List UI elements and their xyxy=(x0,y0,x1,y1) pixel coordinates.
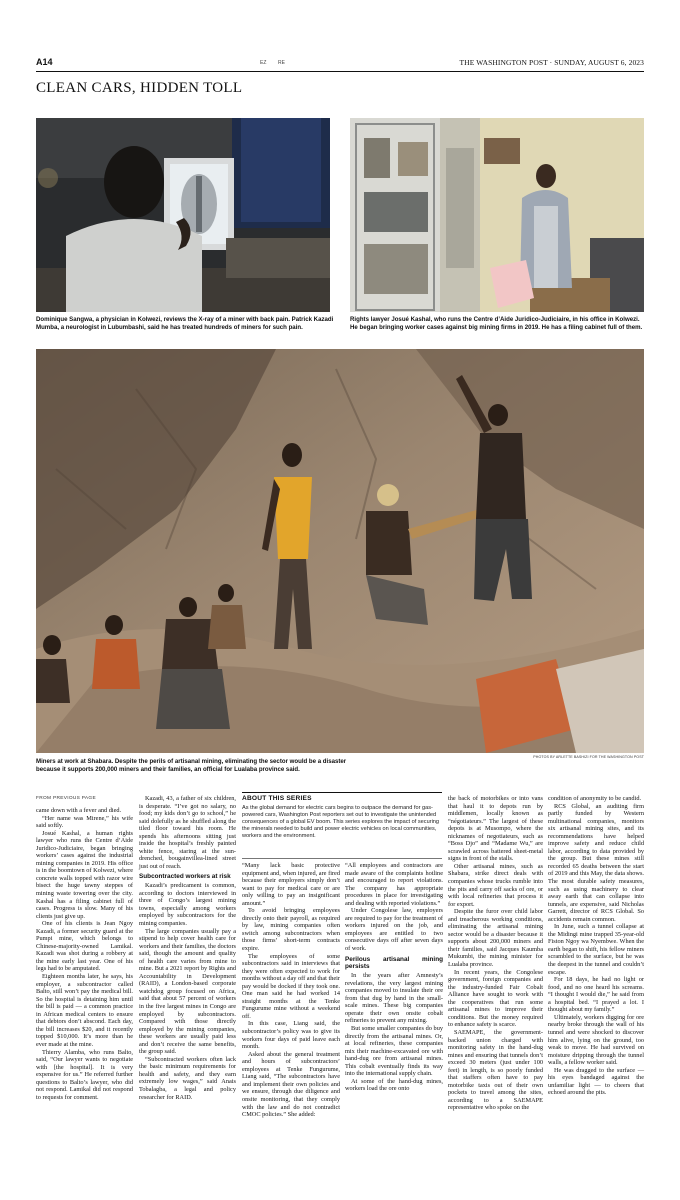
paragraph: Asked about the general treatment and hours of subcontractors’ employees at Tenke Fungurume, Liang said, “The subcontractors have and implement their own policies and we ensure, through due diligence and onsite monitoring, that they comply with the law and do not contradict CMOC policies.” She added: xyxy=(242,1050,340,1119)
photo-caption-lawyer: Rights lawyer Josué Kashal, who runs the Centre d’Aide Juridico-Judiciaire, in his office in Kolwezi. He began bringing worker cases against big mining firms in 2019. He has a filing cabinet full of them. xyxy=(350,316,643,331)
paragraph: “Subcontracted workers often lack the basic minimum requirements for health and safety, and they earn extremely low wages,” said Anais Tobalagba, a legal and policy researcher for RAID. xyxy=(139,1055,236,1101)
article-column-4 xyxy=(345,862,443,1093)
paragraph: Kazadi, 43, a father of six children, is desperate. “I’ve got no salary, no food; my kids don’t go to school,” he said dolefully as he shuffled along the tiled floor toward his room. He spends his afternoons sitting just inside the hospital’s freshly painted white fence, staring at the sun-drenched, bougainvillea-lined street just out of reach. xyxy=(139,795,236,870)
section-mark-ez: EZ xyxy=(260,60,267,66)
photo-caption-miners: Miners at work at Shabara. Despite the perils of artisanal mining, eliminating the sector would be a disaster because it supports 200,000 miners and their families, an official for Lualaba province said. xyxy=(36,758,347,773)
paragraph: At some of the hand-dug mines, workers load the ore onto xyxy=(345,1077,443,1093)
photo-miners-shabara xyxy=(36,349,644,753)
subheading-perilous-artisanal-mining: Perilous artisanal mining persists xyxy=(345,955,443,971)
paragraph: condition of anonymity to be candid. xyxy=(548,795,642,802)
paragraph: Kazadi’s predicament is common, according to doctors interviewed in three of Congo’s largest mining towns, especially among workers employed by subcontractors for the mining companies. xyxy=(139,882,236,927)
photo-credit: PHOTOS BY ARLETTE BASHIZI FOR THE WASHINGTON POST xyxy=(533,755,644,759)
paragraph: The employees of some subcontractors said in interviews that they were often expected to work for months without a day off and that their pay would be docked if they took one. One man said he had worked 14 straight months at the Tenke Fungurume mine without a weekend off. xyxy=(242,952,340,1020)
paragraph: Other artisanal mines, such as Shabara, strike direct deals with companies whose trucks rumble into the pits and carry off sacks of ore, or with local refineries that process it for export. xyxy=(448,862,543,908)
photo-doctor-xray xyxy=(36,118,330,312)
paragraph: “Her name was Mirene,” his wife said softly. xyxy=(36,814,133,830)
paragraph: In this case, Liang said, the subcontractor’s policy was to give its workers four days of paid leave each month. xyxy=(242,1020,340,1051)
paragraph: RCS Global, an auditing firm partly funded by Western multinational companies, monitors six artisanal mining sites, and its recommendations have helped improve safety and reduce child labor, according to data provided by the group. But these mines still recorded 65 deaths between the start of 2019 and this May, the data shows. The most durable safety measures, such as using machinery to clear away earth that can collapse into tunnels, are expensive, said Nicholas Garrett, director of RCS Global. So accidents remain common. xyxy=(548,802,644,923)
paragraph: “All employees and contractors are made aware of the complaints hotline and encouraged to report violations. The company has appropriate procedures in place for investigating and dealing with reported violations.” xyxy=(345,862,443,907)
article-column-5 xyxy=(448,795,543,1112)
page-headline: CLEAN CARS, HIDDEN TOLL xyxy=(36,80,243,96)
subheading-subcontracted-workers: Subcontracted workers at risk xyxy=(139,873,231,881)
continued-from-label: FROM PREVIOUS PAGE xyxy=(36,796,96,801)
paragraph: Josué Kashal, a human rights lawyer who runs the Centre d’Aide Juridico-Judiciaire, began bringing workers’ cases against the industrial mining companies in 2019. His office is in the boomtown of Kolwezi, where concrete walls topped with razor wire bisect the huge tawny steppes of mining waste towering over the city. Kashal has a filing cabinet full of cases. Progress is slow. Many of his clients just give up. xyxy=(36,829,133,920)
article-column-2 xyxy=(139,795,236,1101)
paragraph: Under Congolese law, employers are required to pay for the treatment of workers injured on the job, and employees are entitled to two consecutive days off after seven days of work. xyxy=(345,907,443,953)
article-column-3 xyxy=(242,862,340,1119)
paragraph: To avoid bringing employees directly onto their payroll, as required by law, mining companies often switch among subcontractors when those firms’ short-term contracts expire. xyxy=(242,907,340,953)
paragraph: SAEMAPE, the government-backed union charged with monitoring safety in the hand-dug mines and ensuring that tunnels don’t exceed 30 meters (just under 100 feet) in length, is so poorly funded that staffers often have to pay motorbike taxis out of their own pockets to travel among the sites, according to a SAEMAPE representative who spoke on the xyxy=(448,1028,543,1112)
paragraph: came down with a fever and died. xyxy=(36,807,122,814)
publication-dateline: THE WASHINGTON POST · SUNDAY, AUGUST 6, 2023 xyxy=(459,58,644,67)
series-box-rule xyxy=(242,792,442,793)
paragraph: In recent years, the Congolese government, foreign companies and the industry-funded Fair Cobalt Alliance have sought to work with the cooperatives that run some artisanal mines to improve their conditions. But the money required to enhance safety is scarce. xyxy=(448,968,543,1029)
series-box-title: ABOUT THIS SERIES xyxy=(242,795,312,802)
paragraph: In the years after Amnesty’s revelations, the very largest mining companies moved to insulate their ore from that dug by hand in the small-scale mines. These big companies operate their own onsite cobalt refineries to prevent any mixing. xyxy=(345,972,443,1025)
paragraph: But some smaller companies do buy directly from the artisanal mines. Or, at local refineries, these companies mix their machine-excavated ore with hand-dug ore from artisanal mines. This cobalt eventually finds its way into the international supply chain. xyxy=(345,1024,443,1078)
paragraph: the back of motorbikes or into vans that haul it to depots run by middlemen, locally known as “négotiateurs.” The largest of these depots is at Musompo, where the nicknames of negotiateurs, such as “Boss Djo” and “Madame Wu,” are scrawled across battered sheet-metal signs in front of the stalls. xyxy=(448,795,543,863)
masthead xyxy=(36,57,644,71)
paragraph: Despite the furor over child labor and treacherous working conditions, eliminating the artisanal mining sector would be a disaster because it supports about 200,000 miners and their families, said Jacques Kaumba Mukumbi, the mining minister for Lualaba province. xyxy=(448,908,543,969)
series-box-bottom-rule xyxy=(242,858,442,859)
paragraph: Eighteen months later, he says, his employer, a subcontractor called Balto, still won’t pay the medical bill. So the hospital is detaining him until the bill is paid — a common practice in African medical centers to ensure that debtors don’t abscond. Each day, the bill increases $20, and it recently topped $10,000. It’s more than he ever made at the mine. xyxy=(36,973,133,1048)
series-box-text: As the global demand for electric cars begins to outpace the demand for gas-powered cars, Washington Post reporters set out to investigate the unintended consequences of a global EV boom. This series explores the impact of securing the minerals needed to build and power electric vehicles on local communities, workers and the environment. xyxy=(242,805,440,839)
paragraph: “Many lack basic protective equipment and, when injured, are fired because their employers simply don’t want to pay for medical care or are only willing to pay an insignificant amount.” xyxy=(242,862,340,907)
about-this-series-box xyxy=(242,792,442,858)
paragraph: For 18 days, he had no light or food, and no one heard his screams. “I thought I would die,” he said from a hospital bed. “I prayed a lot. I thought about my family.” xyxy=(548,976,644,1014)
masthead-rule xyxy=(36,71,644,72)
paragraph: The large companies usually pay a stipend to help cover health care for workers and their families, the doctors said, though the amount and quality of health care varies from mine to mine. But a 2021 report by Rights and Accountability in Development (RAID), a London-based corporate watchdog group focused on Africa, said that about 57 percent of workers in the five largest mines in Congo are employed by subcontractors. Compared with those directly employed by the mining companies, these workers are usually paid less and don’t receive the same benefits, the group said. xyxy=(139,927,236,1056)
photo-caption-doctor: Dominique Sangwa, a physician in Kolwezi, reviews the X-ray of a miner with back pain. Patrick Kazadi Mumba, a neurologist in Lubumbashi, said he has treated hundreds of miners for such pain. xyxy=(36,316,334,331)
paragraph: He was dragged to the surface — his eyes bandaged against the unfamiliar light — to cheers that echoed around the pits. xyxy=(548,1066,644,1097)
paragraph: In June, such a tunnel collapse at the Midingi mine trapped 35-year-old Fiston Ngoy wa Nyembwe. When the earth began to shift, his fellow miners scrambled to the surface, but he was the deepest in the tunnel and couldn’t escape. xyxy=(548,923,644,976)
photo-lawyer-office xyxy=(350,118,644,312)
paragraph: Thierry Alamba, who runs Balto, said, “Our lawyer wants to negotiate with [the hospital]. It is very expensive for us.” He referred further questions to Balto’s lawyer, who did not respond. Lamikal did not respond to requests for comment. xyxy=(36,1048,133,1101)
page-number: A14 xyxy=(36,57,53,67)
article-column-6 xyxy=(548,795,644,1097)
paragraph: Ultimately, workers digging for ore nearby broke through the wall of his tunnel and were shocked to discover him alive, lying on the ground, too weak to move. He had survived on moisture dripping through the tunnel walls, a fellow worker said. xyxy=(548,1013,644,1067)
article-column-1 xyxy=(36,807,133,1101)
section-mark-re: RE xyxy=(278,60,285,66)
paragraph: One of his clients is Jean Ngoy Kazadi, a former security guard at the Pumpi mine, which belongs to Chinese-majority-owned Lamikal. Kazadi was shot during a robbery at the mine early last year. One of his legs had to be amputated. xyxy=(36,920,133,973)
